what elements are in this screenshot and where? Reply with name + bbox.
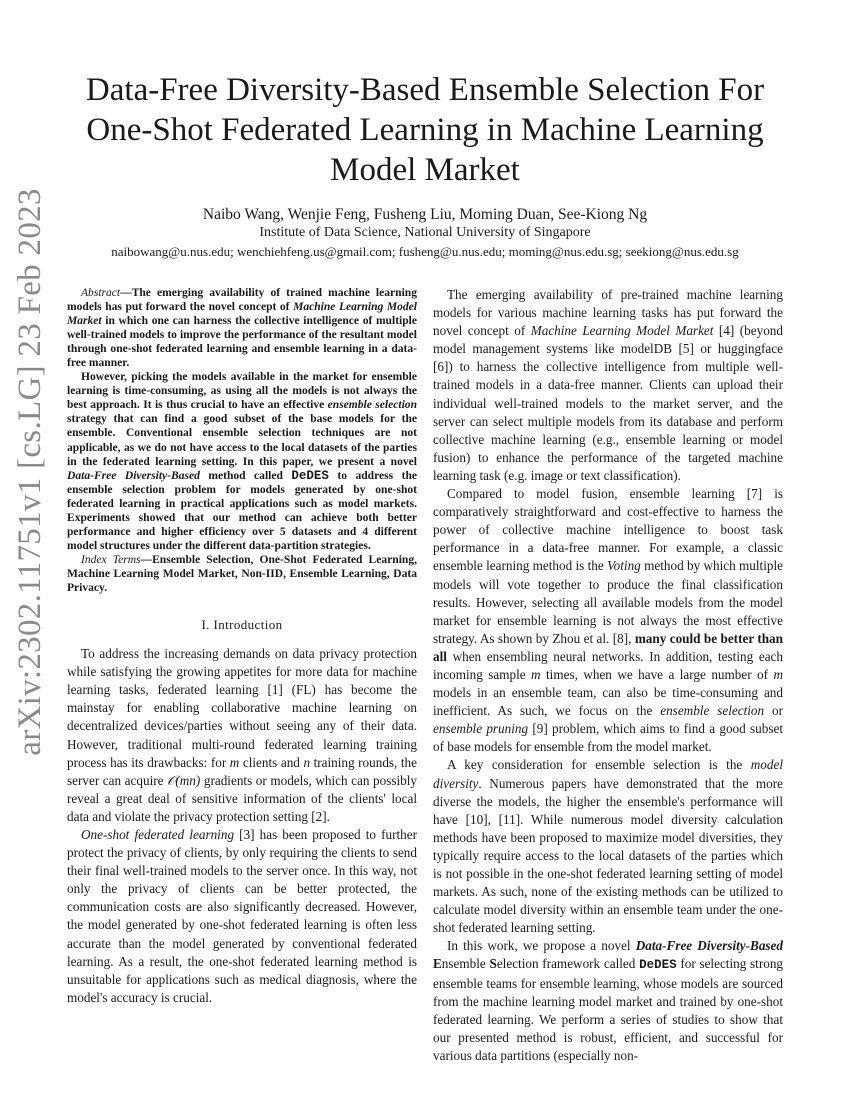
body-text: when ensembling neural networks. In addition, testing each incoming sample — [433, 648, 783, 682]
body-text: method by which multiple models will vote together to produce the final classification results. However, selecting all available models from the model market for ensemble learning is not always the most effective strategy. As shown by Zhou et al. [8], — [433, 558, 783, 646]
math-expression: 𝒪(mn) — [167, 772, 201, 788]
abstract-text: —The emerging availability of trained machine learning models has put forward the novel concept of — [67, 287, 417, 314]
abstract-label: Abstract — [81, 287, 121, 299]
index-terms-text: —Ensemble Selection, One-Shot Federated Learning, Machine Learning Model Market, Non-IID, Ensemble Learning, Data Privacy. — [67, 553, 417, 594]
body-text: or — [764, 703, 783, 719]
body-text: clients and — [239, 754, 304, 770]
intro-paragraph — [433, 756, 783, 937]
math-variable: m — [229, 754, 240, 770]
intro-paragraph — [433, 286, 783, 485]
arxiv-identifier-stamp: arXiv:2302.11751v1 [cs.LG] 23 Feb 2023 — [12, 188, 48, 756]
index-terms — [67, 553, 417, 595]
body-text: for selecting strong ensemble teams for ensemble learning, whose models are sourced from the machine learning model market and trained by one-shot federated learning. We perform a series of studies to show that our presented method is robust, efficient, and successful for various data partitions (especially non- — [433, 956, 784, 1063]
body-emphasis: Voting — [607, 558, 641, 574]
body-text: . Numerous papers have demonstrated that the more diverse the models, the higher the ensemble's performance will have [10], [11]. While numerous model diversity calculation methods have been proposed to maximize model diversities, they typically require access to the local datasets of the parties which is not possible in the one-shot federated learning setting of model markets. As such, none of the existing methods can be utilized to calculate model diversity within an ensemble team under the one-shot federated learning setting. — [433, 775, 783, 936]
intro-paragraph — [67, 645, 417, 826]
body-emphasis: Machine Learning Model Market — [530, 323, 714, 339]
left-column — [67, 286, 417, 1007]
method-name-code: DeDES — [639, 958, 677, 973]
title-line: Model Market — [330, 152, 520, 188]
math-variable: n — [303, 754, 311, 770]
abstract-paragraph — [67, 286, 417, 370]
body-text: Compared to model fusion, ensemble learning [7] is comparatively straightforward and cost-effective to harness the power of collective machine intelligence to boost task performance in a data-free manner. For example, a classic ensemble learning method is the — [433, 486, 783, 574]
body-emphasis: ensemble pruning — [433, 721, 529, 737]
abstract-paragraph — [67, 370, 417, 553]
body-text: models in an ensemble team, can also be time-consuming and inefficient. As such, we focus on the — [433, 685, 783, 719]
intro-paragraph — [433, 937, 783, 1065]
affiliation: Institute of Data Science, National University of Singapore — [259, 225, 591, 240]
body-text: election framework called — [496, 956, 640, 972]
abstract-text: method called — [199, 469, 292, 482]
math-variable: m — [773, 666, 783, 682]
body-bold: S — [489, 956, 497, 972]
body-text: [4] (beyond model management systems like modelDB [5] or huggingface [6]) to harness the collective intelligence from multiple well-trained models in a data-free manner. Clients can upload their individual well-trained models to the market server, and the server can select multiple models from its database and perform collective machine learning (e.g., ensemble learning or model fusion) to enhance the performance of the targeted machine learning task (e.g. image or text classification). — [433, 323, 783, 483]
paper-title — [60, 70, 790, 190]
body-text: A key consideration for ensemble selection is the — [447, 757, 751, 773]
title-line: Data-Free Diversity-Based Ensemble Selection For — [85, 72, 765, 108]
intro-paragraph — [433, 485, 783, 756]
right-column — [433, 286, 783, 1065]
abstract-text: However, picking the models available in the market for ensemble learning is time-consuming, as using all the models is not always the best approach. It is thus crucial to have an effective — [67, 371, 417, 412]
body-text: training rounds, the server can acquire — [67, 754, 418, 788]
body-bold: E — [433, 956, 442, 972]
body-text: In this work, we propose a novel — [447, 938, 636, 954]
math-variable: m — [531, 666, 541, 682]
abstract-text: strategy that can find a good subset of the base models for the ensemble. Conventional ensemble selection techniques are not applicable, as we do not have access to the local datasets of the parties in the federated learning setting. In this paper, we present a novel — [67, 413, 417, 468]
body-emphasis: ensemble selection — [660, 703, 765, 719]
abstract-text: to address the ensemble selection problem for models generated by one-shot federated learning in practical applications such as model markets. Experiments showed that our method can achieve both better performance and higher efficiency over 5 datasets and 4 different model structures under the different data-partition strategies. — [67, 469, 417, 552]
body-emphasis: model diversity — [433, 757, 783, 791]
body-text: The emerging availability of pre-trained machine learning models for various machine learning tasks has put forward the novel concept of — [433, 287, 783, 339]
author-emails: naibowang@u.nus.edu; wenchiehfeng.us@gmail.com; fusheng@u.nus.edu; moming@nus.edu.sg; seekiong@nus.edu.sg — [111, 244, 739, 259]
body-text: To address the increasing demands on data privacy protection while satisfying the growing appetites for more data for machine learning tasks, federated learning [1] (FL) has become the mainstay for enabling collaborative machine learning on decentralized devices/parties without seeing any of their data. However, traditional multi-round federated learning training process has its drawbacks: for — [67, 646, 417, 770]
body-bold-emphasis: Data-Free Diversity-Based — [635, 938, 783, 954]
body-text: nsemble — [441, 956, 490, 972]
body-bold: many could be better than all — [433, 630, 783, 664]
body-text: [3] has been proposed to further protect the privacy of clients, by only requiring the clients to send their final well-trained models to the server once. In this way, not only the privacy of clients can be better protected, the communication costs are also significantly decreased. However, the model generated by one-shot federated learning is often less accurate than the model generated by conventional federated learning. As a result, the one-shot federated learning method is unsuitable for applications such as medical diagnosis, where the model's accuracy is crucial. — [67, 826, 417, 1005]
section-heading-introduction: I. Introduction — [201, 617, 283, 633]
abstract-emphasis: Machine Learning Model Market — [67, 301, 417, 328]
method-name-code: DeDES — [291, 468, 329, 483]
body-text: [9] problem, which aims to find a good subset of base models for ensemble from the model market. — [433, 721, 783, 755]
body-emphasis: One-shot federated learning — [81, 826, 235, 842]
abstract-text: in which one can harness the collective intelligence of multiple well-trained models to improve the performance of the resultant model through one-shot federated learning and ensemble learning in a data-free manner. — [67, 315, 417, 370]
abstract-emphasis: ensemble selection — [327, 399, 417, 412]
intro-paragraph — [67, 826, 417, 1007]
abstract-emphasis: Data-Free Diversity-Based — [67, 469, 200, 482]
index-terms-label: Index Terms — [81, 553, 141, 566]
body-text: gradients or models, which can possibly reveal a great deal of sensitive information of the clients' local data and violate the privacy protection setting [2]. — [67, 772, 417, 824]
body-text: times, when we have a large number of — [540, 666, 774, 682]
title-line: One-Shot Federated Learning in Machine Learning — [86, 112, 764, 148]
author-list: Naibo Wang, Wenjie Feng, Fusheng Liu, Moming Duan, See-Kiong Ng — [202, 206, 648, 223]
